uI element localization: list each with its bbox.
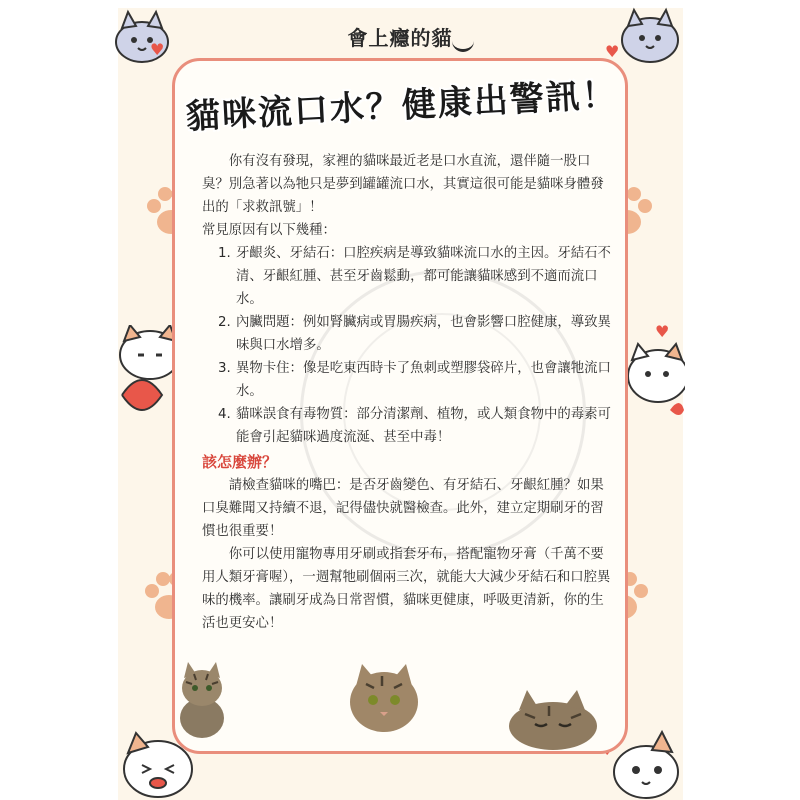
list-item-text: 牙齦炎、牙結石：口腔疾病是導致貓咪流口水的主因。牙結石不清、牙齦紅腫、甚至牙齒鬆動，都可能讓貓咪感到不適而流口水。: [236, 246, 611, 307]
page-title: 貓咪流口水？健康出警訊！: [185, 74, 619, 138]
heart-icon: ♥: [605, 42, 620, 61]
list-item: [202, 357, 612, 403]
advice-paragraph-2: 你可以使用寵物專用牙刷或指套牙布，搭配寵物牙膏（千萬不要用人類牙膏喔），一週幫牠刷個兩三次，就能大大減少牙結石和口腔異味的機率。讓刷牙成為日常習慣，貓咪更健康，呼吸更清新，你的生活也更安心！: [202, 547, 611, 631]
cat-peeking-right-icon: [620, 330, 685, 430]
list-item: [202, 403, 612, 449]
list-item: [202, 311, 612, 357]
cat-photo-center: [346, 662, 422, 734]
list-number: 3.: [218, 361, 231, 376]
cat-photo-left: [176, 660, 228, 740]
list-item-text: 貓咪誤食有毒物質：部分清潔劑、植物，或人類食物中的毒素可能會引起貓咪過度流涎、甚至中毒！: [236, 407, 611, 445]
what-to-do-heading: 該怎麼辦？: [202, 453, 278, 471]
list-number: 2.: [218, 315, 231, 330]
cat-face-top-left-icon: [112, 8, 172, 68]
heart-icon: ♥: [655, 322, 670, 341]
article-body: [202, 150, 612, 635]
causes-heading: 常見原因有以下幾種：: [202, 223, 336, 238]
list-item: [202, 242, 612, 311]
causes-list: [202, 242, 612, 449]
list-number: 1.: [218, 246, 231, 261]
list-item-text: 異物卡住：像是吃東西時卡了魚刺或塑膠袋碎片，也會讓牠流口水。: [236, 361, 611, 399]
brand-logo: [320, 16, 480, 56]
list-item-text: 內臟問題：例如腎臟病或胃腸疾病，也會影響口腔健康，導致異味與口水增多。: [236, 315, 611, 353]
brand-logo-text: 會上癮的貓: [347, 25, 453, 50]
intro-paragraph: 你有沒有發現，家裡的貓咪最近老是口水直流，還伴隨一股口臭？別急著以為牠只是夢到罐罐流口水，其實這很可能是貓咪身體發出的「求救訊號」！: [202, 154, 604, 215]
advice-paragraph-1: 請檢查貓咪的嘴巴：是否牙齒變色、有牙結石、牙齦紅腫？如果口臭難聞又持續不退，記得儘快就醫檢查。此外，建立定期刷牙的習慣也很重要！: [202, 478, 604, 539]
cat-face-top-right-icon: [612, 6, 684, 68]
logo-tail-icon: [452, 39, 474, 52]
cat-photo-right: [505, 686, 600, 752]
list-number: 4.: [218, 407, 231, 422]
heart-icon: ♥: [150, 40, 165, 59]
